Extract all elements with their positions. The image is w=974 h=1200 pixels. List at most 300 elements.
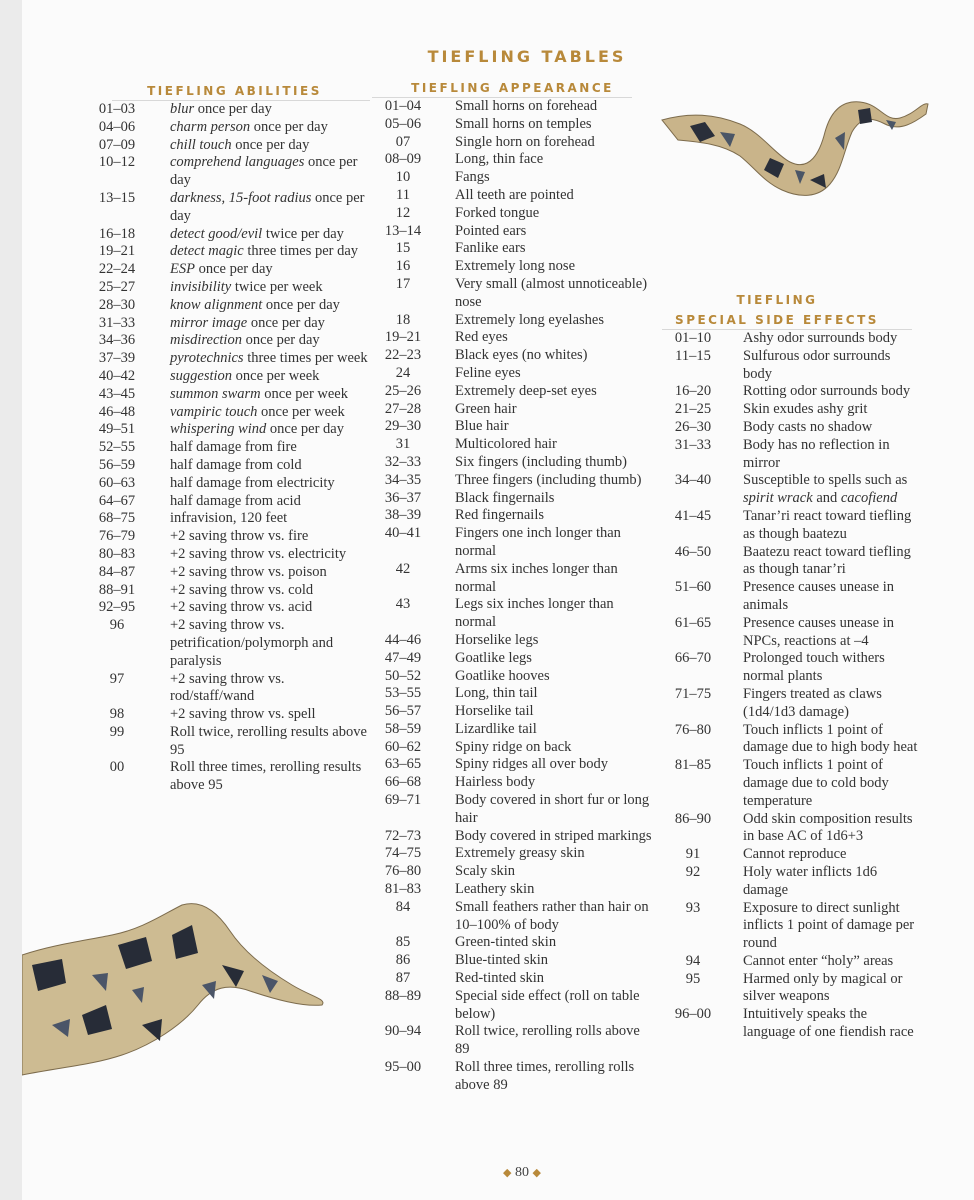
roll-range: 16 (395, 258, 411, 275)
table-row (82, 386, 372, 404)
roll-range: 96 (109, 617, 125, 634)
roll-range: 17 (395, 275, 411, 292)
result-text: Very small (almost unnoticeable) nose (455, 275, 648, 310)
page-title: TIEFLING TABLES (427, 47, 627, 66)
roll-range: 88–91 (98, 581, 136, 598)
table-row (370, 828, 652, 846)
table-row (660, 401, 922, 419)
roll-range: 18 (395, 311, 411, 328)
result-text: Prolonged touch withers normal plants (743, 650, 885, 685)
diamond-icon-left: ◆ (503, 1167, 512, 1179)
roll-range: 44–46 (384, 631, 422, 648)
result-text: darkness, 15-foot radius once per day (170, 189, 365, 224)
result-text: know alignment once per day (170, 296, 340, 313)
result-text: misdirection once per day (170, 332, 320, 349)
result-text: +2 saving throw vs. poison (170, 563, 327, 580)
roll-range: 10–12 (98, 154, 136, 171)
result-text: Horselike tail (455, 703, 534, 720)
result-text: Red-tinted skin (455, 970, 545, 987)
appearance-heading: TIEFLING APPEARANCE (411, 81, 614, 95)
roll-range: 27–28 (384, 400, 422, 417)
result-text: Body covered in striped markings (455, 827, 652, 844)
result-text: Long, thin face (455, 151, 544, 168)
result-text: Blue hair (455, 418, 509, 435)
table-row (660, 615, 922, 651)
table-row (82, 261, 372, 279)
roll-range: 11–15 (675, 347, 711, 364)
diamond-icon-right: ◆ (532, 1167, 541, 1179)
result-text: Harmed only by magical or silver weapons (743, 970, 903, 1005)
roll-range: 31–33 (98, 314, 136, 331)
result-text: Multicolored hair (455, 436, 557, 453)
roll-range: 86 (395, 952, 411, 969)
table-row (660, 330, 922, 348)
result-text: Intuitively speaks the language of one fiendish race (743, 1006, 914, 1041)
table-row (82, 457, 372, 475)
table-row (370, 401, 652, 419)
roll-range: 84–87 (98, 563, 136, 580)
result-text: +2 saving throw vs. cold (170, 581, 314, 598)
table-row (370, 98, 652, 116)
result-text: Holy water inflicts 1d6 damage (743, 863, 878, 898)
result-text: Roll three times, rerolling rolls above 89 (455, 1059, 635, 1093)
roll-range: 76–80 (384, 863, 422, 880)
result-text: whispering wind once per day (170, 421, 344, 438)
roll-range: 71–75 (674, 685, 712, 702)
result-text: Spiny ridges all over body (455, 756, 609, 773)
table-row (370, 596, 652, 632)
roll-range: 13–14 (384, 222, 422, 239)
result-text: Extremely greasy skin (455, 845, 585, 862)
table-row (660, 383, 922, 401)
roll-range: 16–20 (674, 383, 712, 400)
result-text: Forked tongue (455, 204, 540, 221)
table-row (82, 137, 372, 155)
table-row (82, 101, 372, 119)
result-text: Pointed ears (455, 222, 527, 239)
roll-range: 68–75 (98, 510, 136, 527)
table-row (370, 347, 652, 365)
result-text: Odd skin composition results in base AC of 1d6+3 (743, 810, 913, 845)
roll-range: 15 (395, 240, 411, 257)
table-row (82, 599, 372, 617)
table-row (370, 863, 652, 881)
table-row (82, 759, 372, 795)
roll-range: 34–35 (384, 471, 422, 488)
result-text: Red eyes (455, 329, 508, 346)
roll-range: 92 (685, 863, 701, 880)
table-row (370, 952, 652, 970)
roll-range: 91 (685, 846, 701, 863)
table-row (370, 258, 652, 276)
table-row (370, 632, 652, 650)
abilities-heading: TIEFLING ABILITIES (147, 84, 322, 98)
table-row (370, 774, 652, 792)
result-text: +2 saving throw vs. rod/staff/wand (170, 670, 285, 705)
page-number (492, 1165, 552, 1181)
table-row (370, 418, 652, 436)
roll-range: 41–45 (674, 507, 712, 524)
table-row (82, 368, 372, 386)
table-row (82, 439, 372, 457)
roll-range: 56–59 (98, 456, 136, 473)
roll-range: 29–30 (384, 418, 422, 435)
result-text: invisibility twice per week (170, 278, 323, 295)
result-text: Cannot reproduce (743, 846, 847, 863)
roll-range: 56–57 (384, 703, 422, 720)
roll-range: 86–90 (674, 810, 712, 827)
table-row (660, 900, 922, 953)
page-number-text: 80 (515, 1165, 529, 1180)
result-text: Tanar’ri react toward tiefling as though baatezu (743, 507, 912, 542)
roll-range: 26–30 (674, 418, 712, 435)
table-row (370, 134, 652, 152)
table-row (82, 493, 372, 511)
table-row (660, 864, 922, 900)
result-text: Lizardlike tail (455, 720, 537, 737)
roll-range: 32–33 (384, 453, 422, 470)
result-text: Spiny ridge on back (455, 738, 572, 755)
roll-range: 37–39 (98, 350, 136, 367)
table-row (82, 119, 372, 137)
roll-range: 60–62 (384, 738, 422, 755)
table-row (82, 297, 372, 315)
table-row (82, 332, 372, 350)
table-row (660, 348, 922, 384)
result-text: Exposure to direct sunlight inflicts 1 point of damage per round (743, 899, 915, 952)
table-row (370, 685, 652, 703)
table-row (82, 724, 372, 760)
roll-range: 22–24 (98, 261, 136, 278)
result-text: Extremely deep-set eyes (455, 382, 597, 399)
result-text: Blue-tinted skin (455, 952, 549, 969)
result-text: Touch inflicts 1 point of damage due to high body heat (743, 721, 918, 756)
result-text: Small horns on forehead (455, 98, 598, 114)
table-row (370, 276, 652, 312)
result-text: Body has no reflection in mirror (743, 436, 890, 471)
table-row (660, 953, 922, 971)
roll-range: 53–55 (384, 685, 422, 702)
side-effects-heading-1: TIEFLING (736, 293, 818, 307)
roll-range: 49–51 (98, 421, 136, 438)
roll-range: 43 (395, 596, 411, 613)
table-row (370, 223, 652, 241)
table-row (370, 1059, 652, 1095)
table-row (82, 510, 372, 528)
table-row (82, 671, 372, 707)
abilities-table (82, 101, 372, 795)
roll-range: 31–33 (674, 436, 712, 453)
table-row (660, 650, 922, 686)
result-text: Legs six inches longer than normal (455, 596, 614, 631)
table-row (370, 151, 652, 169)
roll-range: 50–52 (384, 667, 422, 684)
roll-range: 76–80 (674, 721, 712, 738)
result-text: Cannot enter “holy” areas (743, 952, 894, 969)
result-text: Scaly skin (455, 863, 516, 880)
roll-range: 40–42 (98, 367, 136, 384)
table-row (370, 365, 652, 383)
roll-range: 52–55 (98, 439, 136, 456)
table-row (660, 971, 922, 1007)
table-row (660, 686, 922, 722)
roll-range: 90–94 (384, 1023, 422, 1040)
result-text: +2 saving throw vs. electricity (170, 545, 347, 562)
table-row (82, 350, 372, 368)
table-row (370, 1023, 652, 1059)
result-text: Goatlike legs (455, 649, 532, 666)
table-row (370, 240, 652, 258)
result-text: +2 saving throw vs. petrification/polymorph and paralysis (170, 617, 334, 669)
table-row (82, 154, 372, 190)
result-text: blur once per day (170, 101, 272, 117)
result-text: Body casts no shadow (743, 418, 873, 435)
result-text: Presence causes unease in NPCs, reactions at –4 (743, 614, 894, 649)
result-text: Green hair (455, 400, 517, 417)
roll-range: 07 (395, 133, 411, 150)
table-row (370, 472, 652, 490)
roll-range: 42 (395, 560, 411, 577)
roll-range: 22–23 (384, 347, 422, 364)
roll-range: 94 (685, 952, 701, 969)
result-text: Hairless body (455, 774, 536, 791)
roll-range: 01–04 (384, 98, 422, 114)
roll-range: 08–09 (384, 151, 422, 168)
page (22, 0, 974, 1200)
result-text: infravision, 120 feet (170, 510, 288, 527)
table-row (82, 528, 372, 546)
table-row (370, 792, 652, 828)
table-row (660, 579, 922, 615)
table-row (370, 205, 652, 223)
table-row (370, 525, 652, 561)
result-text: charm person once per day (170, 118, 328, 135)
roll-range: 04–06 (98, 118, 136, 135)
roll-range: 99 (109, 723, 125, 740)
table-row (370, 881, 652, 899)
table-row (82, 706, 372, 724)
table-row (370, 116, 652, 134)
result-text: +2 saving throw vs. acid (170, 599, 313, 616)
table-row (370, 756, 652, 774)
result-text: Long, thin tail (455, 685, 538, 702)
roll-range: 34–40 (674, 472, 712, 489)
table-row (370, 970, 652, 988)
table-row (370, 169, 652, 187)
result-text: +2 saving throw vs. fire (170, 528, 309, 545)
result-text: Small horns on temples (455, 115, 592, 132)
result-text: Fanlike ears (455, 240, 526, 257)
roll-range: 81–85 (674, 757, 712, 774)
table-row (82, 404, 372, 422)
table-row (660, 544, 922, 580)
result-text: Single horn on forehead (455, 133, 595, 150)
roll-range: 07–09 (98, 136, 136, 153)
result-text: half damage from electricity (170, 474, 335, 491)
result-text: All teeth are pointed (455, 186, 574, 203)
roll-range: 87 (395, 970, 411, 987)
table-row (660, 472, 922, 508)
table-row (82, 582, 372, 600)
roll-range: 36–37 (384, 489, 422, 506)
roll-range: 25–27 (98, 278, 136, 295)
roll-range: 95–00 (384, 1059, 422, 1076)
roll-range: 43–45 (98, 385, 136, 402)
table-row (370, 561, 652, 597)
table-row (82, 243, 372, 261)
roll-range: 98 (109, 706, 125, 723)
roll-range: 63–65 (384, 756, 422, 773)
result-text: Extremely long nose (455, 258, 576, 275)
roll-range: 40–41 (384, 525, 422, 542)
roll-range: 19–21 (384, 329, 422, 346)
result-text: Feline eyes (455, 364, 521, 381)
table-row (660, 846, 922, 864)
result-text: Sulfurous odor surrounds body (743, 347, 891, 382)
result-text: ESP once per day (170, 261, 273, 278)
rock-illustration-bottom-left (22, 895, 332, 1085)
table-row (82, 226, 372, 244)
table-row (370, 490, 652, 508)
table-row (82, 617, 372, 670)
roll-range: 61–65 (674, 614, 712, 631)
roll-range: 34–36 (98, 332, 136, 349)
table-row (370, 436, 652, 454)
result-text: Three fingers (including thumb) (455, 471, 642, 488)
table-row (370, 383, 652, 401)
result-text: pyrotechnics three times per week (170, 350, 368, 367)
result-text: half damage from acid (170, 492, 301, 509)
table-row (370, 899, 652, 935)
result-text: Horselike legs (455, 631, 539, 648)
roll-range: 10 (395, 169, 411, 186)
result-text: Roll three times, rerolling results above 95 (170, 759, 362, 794)
roll-range: 93 (685, 899, 701, 916)
table-row (370, 650, 652, 668)
result-text: +2 saving throw vs. spell (170, 706, 316, 723)
side-effects-heading-2: SPECIAL SIDE EFFECTS (675, 313, 879, 327)
roll-range: 64–67 (98, 492, 136, 509)
table-row (82, 190, 372, 226)
result-text: Six fingers (including thumb) (455, 453, 627, 470)
result-text: Fingers one inch longer than normal (455, 525, 621, 559)
roll-range: 85 (395, 934, 411, 951)
table-row (82, 315, 372, 333)
table-row (660, 757, 922, 810)
result-text: chill touch once per day (170, 136, 310, 153)
roll-range: 19–21 (98, 243, 136, 260)
result-text: Skin exudes ashy grit (743, 401, 868, 418)
table-row (82, 546, 372, 564)
result-text: Touch inflicts 1 point of damage due to cold body temperature (743, 757, 889, 809)
result-text: Leathery skin (455, 881, 535, 898)
result-text: Special side effect (roll on table below) (455, 987, 640, 1022)
result-text: Red fingernails (455, 507, 544, 524)
result-text: Green-tinted skin (455, 934, 557, 951)
roll-range: 51–60 (674, 579, 712, 596)
result-text: Rotting odor surrounds body (743, 383, 911, 400)
roll-range: 00 (109, 759, 125, 776)
roll-range: 13–15 (98, 189, 136, 206)
roll-range: 05–06 (384, 115, 422, 132)
result-text: Black fingernails (455, 489, 555, 506)
table-row (370, 703, 652, 721)
roll-range: 95 (685, 970, 701, 987)
roll-range: 80–83 (98, 545, 136, 562)
result-text: Ashy odor surrounds body (743, 330, 898, 346)
roll-range: 46–50 (674, 543, 712, 560)
table-row (370, 934, 652, 952)
result-text: mirror image once per day (170, 314, 325, 331)
roll-range: 60–63 (98, 474, 136, 491)
roll-range: 84 (395, 898, 411, 915)
roll-range: 92–95 (98, 599, 136, 616)
table-row (82, 475, 372, 493)
result-text: Baatezu react toward tiefling as though tanar’ri (743, 543, 911, 578)
result-text: Black eyes (no whites) (455, 347, 588, 364)
table-row (370, 312, 652, 330)
result-text: Arms six inches longer than normal (455, 560, 618, 595)
roll-range: 72–73 (384, 827, 422, 844)
result-text: Susceptible to spells such as spirit wrack and cacofiend (743, 472, 908, 507)
table-row (370, 739, 652, 757)
table-row (370, 329, 652, 347)
table-row (660, 722, 922, 758)
roll-range: 47–49 (384, 649, 422, 666)
roll-range: 58–59 (384, 720, 422, 737)
roll-range: 38–39 (384, 507, 422, 524)
roll-range: 16–18 (98, 225, 136, 242)
roll-range: 11 (396, 186, 410, 203)
table-row (82, 421, 372, 439)
roll-range: 28–30 (98, 296, 136, 313)
roll-range: 69–71 (384, 792, 422, 809)
result-text: half damage from cold (170, 456, 302, 473)
appearance-table (370, 98, 652, 1095)
table-row (660, 437, 922, 473)
table-row (82, 564, 372, 582)
roll-range: 21–25 (674, 401, 712, 418)
table-row (370, 507, 652, 525)
table-row (370, 187, 652, 205)
table-row (370, 721, 652, 739)
side-effects-table (660, 330, 922, 1042)
result-text: Fangs (455, 169, 490, 186)
result-text: Roll twice, rerolling rolls above 89 (455, 1023, 640, 1058)
result-text: suggestion once per week (170, 367, 320, 384)
roll-range: 12 (395, 204, 411, 221)
result-text: Presence causes unease in animals (743, 579, 894, 613)
roll-range: 66–70 (674, 650, 712, 667)
result-text: Goatlike hooves (455, 667, 550, 684)
roll-range: 46–48 (98, 403, 136, 420)
roll-range: 01–03 (98, 101, 136, 117)
result-text: summon swarm once per week (170, 385, 348, 402)
table-row (370, 845, 652, 863)
rock-illustration-top-right (660, 92, 932, 207)
result-text: half damage from fire (170, 439, 297, 456)
roll-range: 97 (109, 670, 125, 687)
roll-range: 24 (395, 364, 411, 381)
result-text: Body covered in short fur or long hair (455, 792, 650, 826)
table-row (370, 668, 652, 686)
result-text: Small feathers rather than hair on 10–100% of body (455, 898, 649, 933)
table-row (660, 811, 922, 847)
roll-range: 96–00 (674, 1006, 712, 1023)
roll-range: 88–89 (384, 987, 422, 1004)
result-text: detect magic three times per day (170, 243, 359, 260)
roll-range: 74–75 (384, 845, 422, 862)
